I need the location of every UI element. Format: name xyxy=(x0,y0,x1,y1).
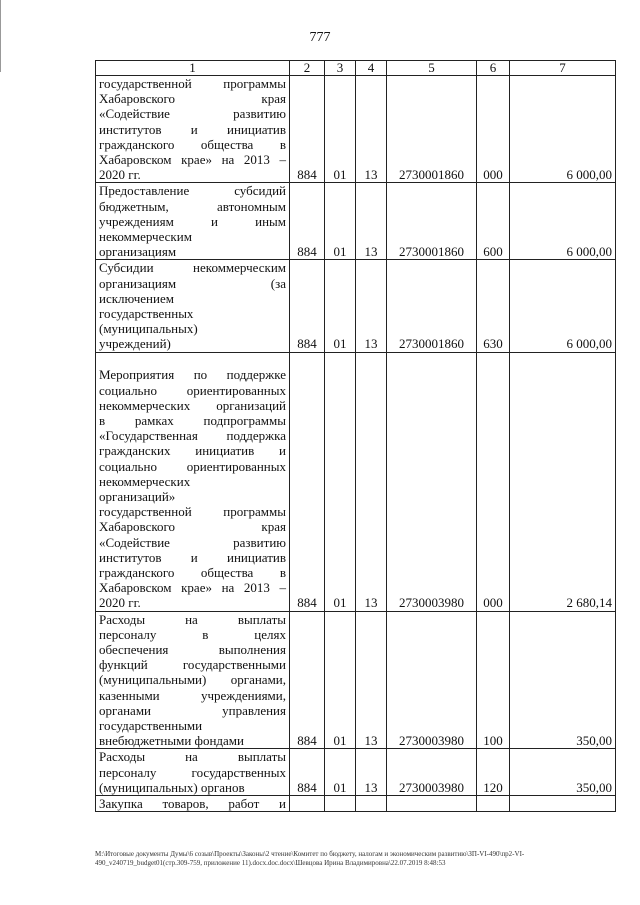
item-name: государственной программы Хабаровского края «Содействие развитию институтов и инициатив гражданского общества в Хабаровском крае» на 2013 – 2020 гг. xyxy=(96,76,290,183)
section-code: 01 xyxy=(325,76,356,183)
table-header-row xyxy=(96,61,616,76)
target-article-code: 2730003980 xyxy=(387,749,477,796)
amount xyxy=(510,796,616,812)
item-name: Субсидии некоммерческим организациям (за исключением государственных (муниципальных) учреждений) xyxy=(96,260,290,352)
amount: 6 000,00 xyxy=(510,260,616,352)
target-article-code xyxy=(387,796,477,812)
expense-type-code: 000 xyxy=(477,76,510,183)
column-header: 3 xyxy=(325,61,356,76)
subsection-code: 13 xyxy=(356,352,387,611)
table-row xyxy=(96,796,616,812)
subsection-code: 13 xyxy=(356,749,387,796)
item-name: Мероприятия по поддержке социально ориентированных некоммерческих организаций в рамках подпрограммы «Государственная поддержка гражданских инициатив и социально ориентированных некоммерческих организаций» государственной программы Хабаровского края «Содействие развитию институтов и инициатив гражданского общества в Хабаровском крае» на 2013 – 2020 гг. xyxy=(96,352,290,611)
ministry-code: 884 xyxy=(290,352,325,611)
item-name: Расходы на выплаты персоналу в целях обеспечения выполнения функций государственными (муниципальными) органами, казенными учреждениями, органами управления государственными внебюджетными фондами xyxy=(96,611,290,749)
subsection-code: 13 xyxy=(356,76,387,183)
amount: 6 000,00 xyxy=(510,76,616,183)
table-row xyxy=(96,352,616,611)
section-code: 01 xyxy=(325,611,356,749)
amount: 350,00 xyxy=(510,611,616,749)
table-row xyxy=(96,76,616,183)
budget-table xyxy=(95,60,616,812)
section-code xyxy=(325,796,356,812)
expense-type-code: 100 xyxy=(477,611,510,749)
expense-type-code: 630 xyxy=(477,260,510,352)
target-article-code: 2730001860 xyxy=(387,260,477,352)
subsection-code: 13 xyxy=(356,611,387,749)
expense-type-code xyxy=(477,796,510,812)
section-code: 01 xyxy=(325,260,356,352)
file-path-footer: M:\Итоговые документы Думы\6 созыв\Проекты\Законы\2 чтение\Комитет по бюджету, налогам и экономическим развитию\ЗП-VI-490\пр2-VI-490_v240719_budget01(стр.309-759, приложение 11).docx.doc.docx\Шевцова Ирина Владимировна\22.07.2019 8:48:53 xyxy=(95,850,525,867)
column-header: 7 xyxy=(510,61,616,76)
item-name: Расходы на выплаты персоналу государственных (муниципальных) органов xyxy=(96,749,290,796)
amount: 6 000,00 xyxy=(510,183,616,260)
table-row xyxy=(96,260,616,352)
page-number: 777 xyxy=(309,30,331,45)
column-header: 5 xyxy=(387,61,477,76)
subsection-code xyxy=(356,796,387,812)
column-header: 2 xyxy=(290,61,325,76)
target-article-code: 2730003980 xyxy=(387,611,477,749)
ministry-code: 884 xyxy=(290,76,325,183)
column-header: 1 xyxy=(96,61,290,76)
subsection-code: 13 xyxy=(356,260,387,352)
target-article-code: 2730001860 xyxy=(387,183,477,260)
ministry-code: 884 xyxy=(290,749,325,796)
item-name: Закупка товаров, работ и xyxy=(96,796,290,812)
ministry-code: 884 xyxy=(290,611,325,749)
target-article-code: 2730001860 xyxy=(387,76,477,183)
ministry-code: 884 xyxy=(290,183,325,260)
section-code: 01 xyxy=(325,352,356,611)
target-article-code: 2730003980 xyxy=(387,352,477,611)
margin-line xyxy=(0,0,4,72)
item-name: Предоставление субсидий бюджетным, автономным учреждениям и иным некоммерческим организациям xyxy=(96,183,290,260)
expense-type-code: 600 xyxy=(477,183,510,260)
table-row xyxy=(96,183,616,260)
ministry-code xyxy=(290,796,325,812)
amount: 350,00 xyxy=(510,749,616,796)
column-header: 4 xyxy=(356,61,387,76)
subsection-code: 13 xyxy=(356,183,387,260)
ministry-code: 884 xyxy=(290,260,325,352)
expense-type-code: 000 xyxy=(477,352,510,611)
expense-type-code: 120 xyxy=(477,749,510,796)
column-header: 6 xyxy=(477,61,510,76)
table-row xyxy=(96,611,616,749)
amount: 2 680,14 xyxy=(510,352,616,611)
section-code: 01 xyxy=(325,183,356,260)
section-code: 01 xyxy=(325,749,356,796)
table-row xyxy=(96,749,616,796)
